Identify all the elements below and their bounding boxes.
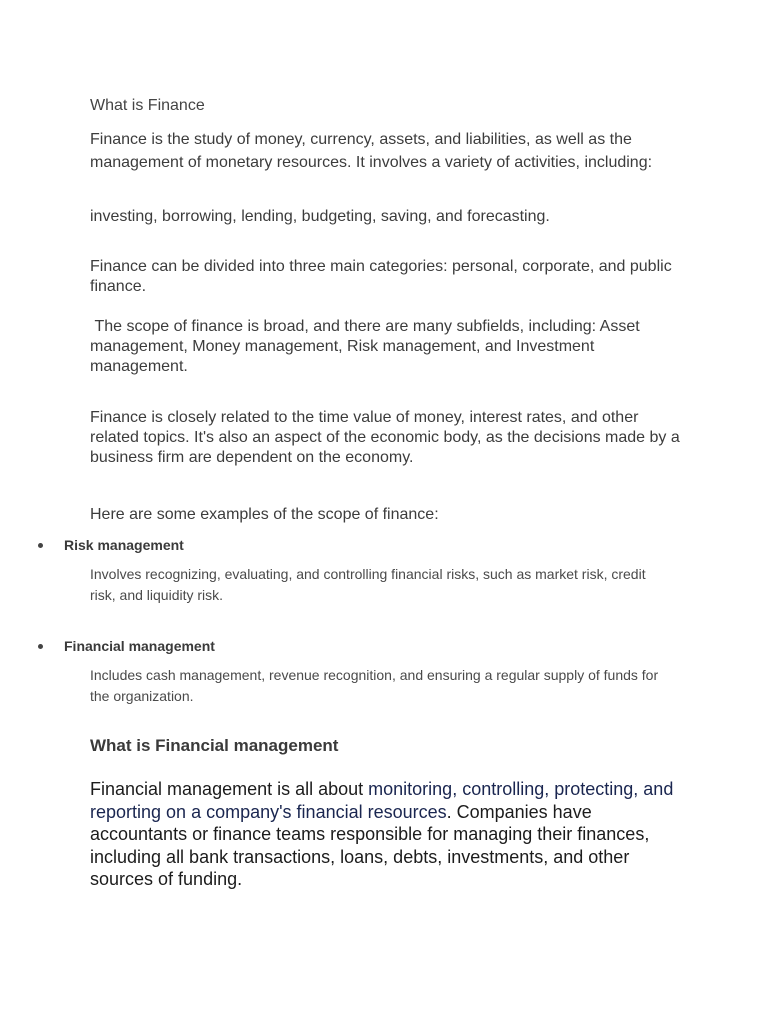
bullet-description-risk-management: Involves recognizing, evaluating, and controlling financial risks, such as market risk, credit risk, and liquidity risk. (90, 566, 646, 603)
examples-intro: Here are some examples of the scope of finance: (90, 506, 439, 523)
bullet-icon (38, 543, 43, 548)
highlighted-phrase: monitoring, controlling, protecting, and reporting on a company's financial resources (90, 779, 674, 822)
paragraph-lead: Financial management is all about (90, 779, 369, 799)
scope-paragraph: The scope of finance is broad, and there are many subfields, including: Asset management, Money management, Risk management, and Investment management. (90, 318, 645, 375)
categories-paragraph: Finance can be divided into three main categories: personal, corporate, and public finance. (90, 258, 672, 295)
financial-management-paragraph (90, 778, 690, 891)
intro-paragraph: Finance is the study of money, currency, assets, and liabilities, as well as the management of monetary resources. It involves a variety of activities, including: (90, 131, 653, 171)
bullet-description-financial-management: Includes cash management, revenue recognition, and ensuring a regular supply of funds for the organization. (90, 667, 659, 704)
paragraph-rest: . Companies have accountants or finance teams responsible for managing their finances, including all bank transactions, loans, debts, investments, and other sources of funding. (90, 801, 650, 889)
section-heading: What is Financial management (90, 736, 339, 755)
bullet-title-risk-management: Risk management (64, 537, 184, 553)
document-title: What is Finance (90, 97, 205, 114)
time-value-paragraph: Finance is closely related to the time value of money, interest rates, and other related topics. It's also an aspect of the economic body, as the decisions made by a business firm are dependent on the economy. (90, 409, 680, 466)
activities-paragraph: investing, borrowing, lending, budgeting, saving, and forecasting. (90, 208, 550, 225)
bullet-title-financial-management: Financial management (64, 638, 215, 654)
bullet-icon (38, 644, 43, 649)
